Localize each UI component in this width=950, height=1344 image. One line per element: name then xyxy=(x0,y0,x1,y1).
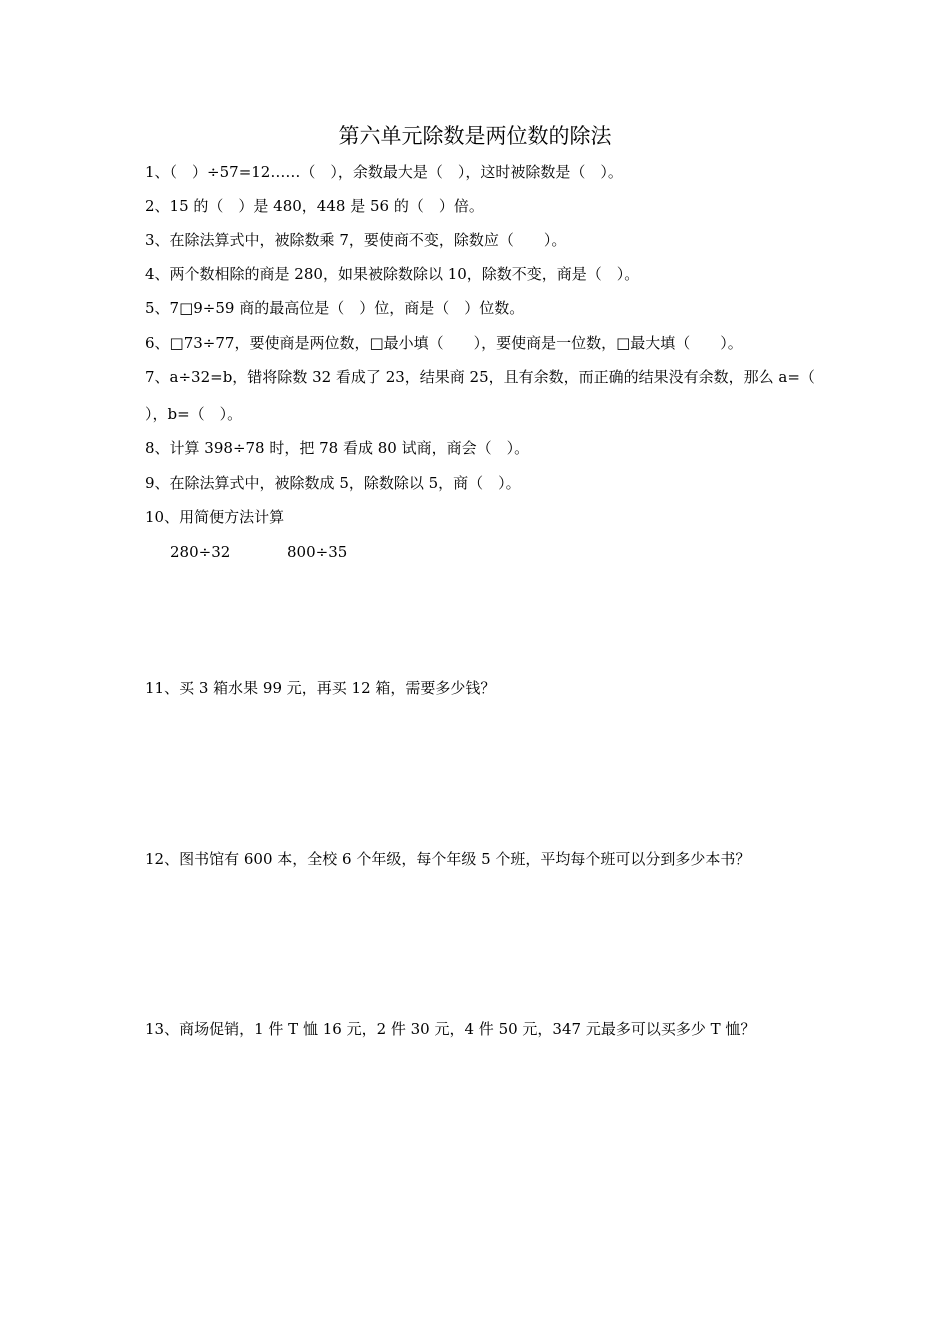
calculation-1: 280÷32 xyxy=(170,543,231,561)
question-10: 10、用简便方法计算 xyxy=(145,508,285,526)
question-13: 13、商场促销，1 件 T 恤 16 元，2 件 30 元，4 件 50 元，347 元最多可以买多少 T 恤？ xyxy=(145,1020,756,1038)
question-7-line-1: 7、a÷32=b，错将除数 32 看成了 23，结果商 25，且有余数，而正确的结果没有余数，那么 a=（ xyxy=(145,368,815,386)
question-4: 4、两个数相除的商是 280，如果被除数除以 10，除数不变，商是（ ）。 xyxy=(145,265,640,283)
question-9: 9、在除法算式中，被除数成 5，除数除以 5，商（ ）。 xyxy=(145,474,521,492)
question-11: 11、买 3 箱水果 99 元，再买 12 箱，需要多少钱？ xyxy=(145,679,496,697)
page-title: 第六单元除数是两位数的除法 xyxy=(338,124,612,148)
question-2: 2、15 的（ ）是 480，448 是 56 的（ ）倍。 xyxy=(145,197,484,215)
question-8: 8、计算 398÷78 时，把 78 看成 80 试商，商会（ ）。 xyxy=(145,439,530,457)
question-1: 1、（ ）÷57=12……（ ），余数最大是（ ），这时被除数是（ ）。 xyxy=(145,163,623,181)
question-5: 5、7□9÷59 商的最高位是（ ）位，商是（ ）位数。 xyxy=(145,299,525,317)
question-12: 12、图书馆有 600 本，全校 6 个年级，每个年级 5 个班，平均每个班可以分到多少本书？ xyxy=(145,850,751,868)
question-7-line-2: ），b=（ ）。 xyxy=(145,405,243,423)
question-6: 6、□73÷77，要使商是两位数，□最小填（ ），要使商是一位数，□最大填（ ）。 xyxy=(145,334,743,352)
question-3: 3、在除法算式中，被除数乘 7，要使商不变，除数应（ ）。 xyxy=(145,231,567,249)
calculation-2: 800÷35 xyxy=(287,543,348,561)
